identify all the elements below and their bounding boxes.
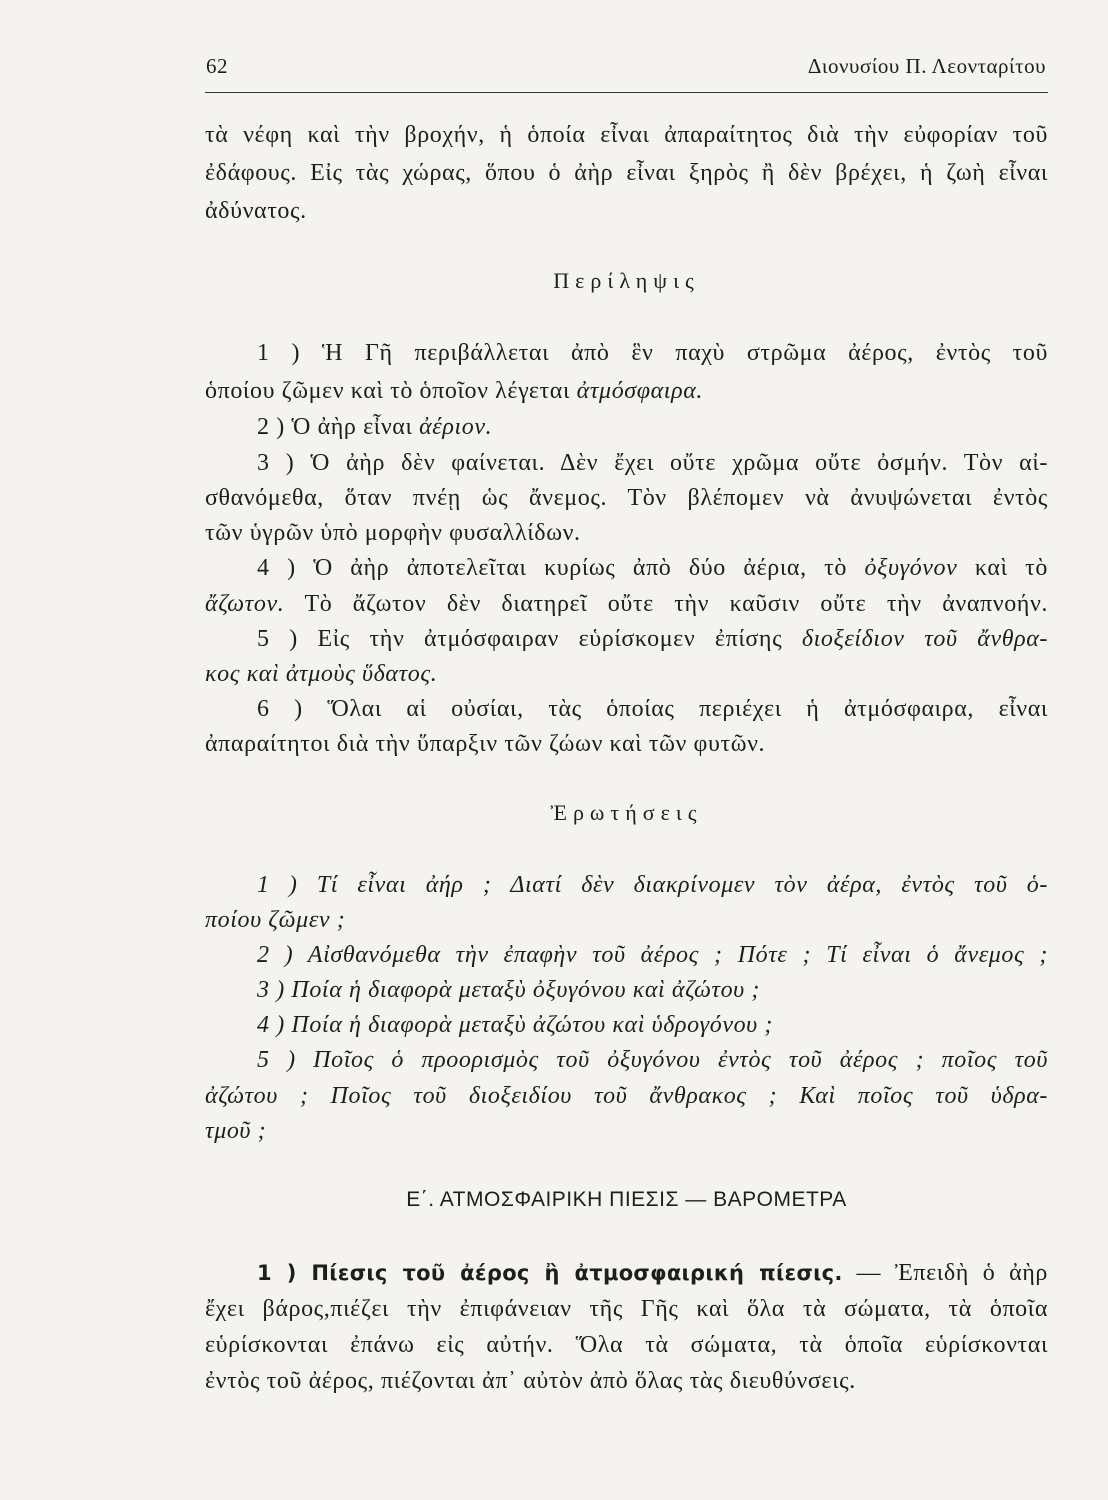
summary-item-1-text: ὁποίου ζῶμεν καὶ τὸ ὁποῖον λέγεται <box>205 378 571 404</box>
intro-line-1: τὰ νέφη καὶ τὴν βροχήν, ἡ ὁποία εἶναι ἀπαραίτητος διὰ τὴν εὐφορίαν τοῦ <box>205 122 1048 148</box>
summary-item-4-text-end: καὶ τὸ <box>974 555 1048 581</box>
page-number: 62 <box>206 54 228 78</box>
question-1-line-1: 1 ) Τί εἶναι ἀήρ ; Διατί δὲν διακρίνομεν τὸν ἀέρα, ἐντὸς τοῦ ὁ- <box>257 872 1048 898</box>
questions-title: Ἐρωτήσεις <box>550 800 703 825</box>
section-heading: Ε΄. ΑΤΜΟΣΦΑΙΡΙΚΗ ΠΙΕΣΙΣ — ΒΑΡΟΜΕΤΡΑ <box>406 1188 847 1211</box>
section-para-line-3: εὑρίσκονται ἐπάνω εἰς αὐτήν. Ὅλα τὰ σώματα, τὰ ὁποῖα εὑρίσκονται <box>205 1332 1048 1358</box>
summary-item-4-line-2 <box>205 589 1048 619</box>
section-para-bold-lead: 1 ) Πίεσις τοῦ ἀέρος ἢ ἀτμοσφαιρική πίεσις. <box>257 1261 843 1285</box>
question-3: 3 ) Ποία ἡ διαφορὰ μεταξὺ ὀξυγόνου καὶ ἀζώτου ; <box>257 977 760 1003</box>
summary-item-5-line-2: κος καὶ ἀτμοὺς ὕδατος. <box>205 661 438 687</box>
summary-item-1-line-1: 1 ) Ἡ Γῆ περιβάλλεται ἀπὸ ἓν παχὺ στρῶμα ἀέρος, ἐντὸς τοῦ <box>257 340 1048 366</box>
question-2: 2 ) Αἰσθανόμεθα τὴν ἐπαφὴν τοῦ ἀέρος ; Πότε ; Τί εἶναι ὁ ἄνεμος ; <box>257 942 1048 968</box>
header-rule <box>205 92 1048 93</box>
summary-item-6-line-1: 6 ) Ὅλαι αἱ οὐσίαι, τὰς ὁποίας περιέχει ἡ ἀτμόσφαιρα, εἶναι <box>257 696 1048 722</box>
summary-title: Περίληψις <box>553 268 700 293</box>
intro-line-3: ἀδύνατος. <box>205 198 307 224</box>
section-para-line-2: ἔχει βάρος,πιέζει τὴν ἐπιφάνειαν τῆς Γῆς καὶ ὅλα τὰ σώματα, τὰ ὁποῖα <box>205 1296 1048 1322</box>
question-4: 4 ) Ποία ἡ διαφορὰ μεταξὺ ἀζώτου καὶ ὑδρογόνου ; <box>257 1012 773 1038</box>
question-5-line-2: ἀζώτου ; Ποῖος τοῦ διοξειδίου τοῦ ἄνθρακος ; Καὶ ποῖος τοῦ ὑδρα- <box>205 1083 1048 1109</box>
summary-item-4-text-2: Τὸ ἄζωτον δὲν διατηρεῖ οὔτε τὴν καῦσιν οὔτε τὴν ἀναπνοήν. <box>304 591 1048 617</box>
summary-item-1-term: ἀτμόσφαιρα. <box>576 378 703 404</box>
summary-item-5-term: διοξείδιον τοῦ ἄνθρα- <box>801 626 1048 652</box>
intro-line-2: ἐδάφους. Εἰς τὰς χώρας, ὅπου ὁ ἀὴρ εἶναι ξηρὸς ἢ δὲν βρέχει, ἡ ζωὴ εἶναι <box>205 160 1048 186</box>
running-head <box>206 54 1046 82</box>
section-para-line-4: ἐντὸς τοῦ ἀέρος, πιέζονται ἀπ᾽ αὐτὸν ἀπὸ ὅλας τὰς διευθύνσεις. <box>205 1368 856 1394</box>
summary-item-5-line-1 <box>257 624 1048 654</box>
summary-item-4-term-oxygen: ὀξυγόνον <box>864 555 958 581</box>
summary-item-2-text: 2 ) Ὁ ἀὴρ εἶναι <box>257 414 413 440</box>
summary-item-4-text: 4 ) Ὁ ἀὴρ ἀποτελεῖται κυρίως ἀπὸ δύο ἀέρια, τὸ <box>257 555 848 581</box>
summary-item-2-term: ἀέριον. <box>419 414 493 440</box>
summary-item-2 <box>257 412 1048 442</box>
summary-item-4-term-nitrogen: ἄζωτον. <box>205 591 285 617</box>
question-1-line-2: ποίου ζῶμεν ; <box>205 907 346 933</box>
summary-item-3-line-3: τῶν ὑγρῶν ὑπὸ μορφὴν φυσαλλίδων. <box>205 520 581 546</box>
summary-item-3-line-2: σθανόμεθα, ὅταν πνέῃ ὡς ἄνεμος. Τὸν βλέπομεν νὰ ἀνυψώνεται ἐντὸς <box>205 485 1048 511</box>
summary-item-1-line-2 <box>205 376 703 406</box>
section-para-line-1 <box>257 1258 1048 1288</box>
summary-item-6-line-2: ἀπαραίτητοι διὰ τὴν ὕπαρξιν τῶν ζώων καὶ τῶν φυτῶν. <box>205 731 766 757</box>
running-head-author: Διονυσίου Π. Λεονταρίτου <box>807 54 1046 78</box>
summary-item-5-text: 5 ) Εἰς τὴν ἀτμόσφαιραν εὑρίσκομεν ἐπίσης <box>257 626 783 652</box>
question-5-line-3: τμοῦ ; <box>205 1118 267 1144</box>
question-5-line-1: 5 ) Ποῖος ὁ προορισμὸς τοῦ ὀξυγόνου ἐντὸς τοῦ ἀέρος ; ποῖος τοῦ <box>257 1047 1048 1073</box>
summary-item-3-line-1: 3 ) Ὁ ἀὴρ δὲν φαίνεται. Δὲν ἔχει οὔτε χρῶμα οὔτε ὀσμήν. Τὸν αἰ- <box>257 450 1048 476</box>
summary-item-4-line-1 <box>257 553 1048 583</box>
section-para-lead-rest: — Ἐπειδὴ ὁ ἀὴρ <box>856 1260 1049 1286</box>
